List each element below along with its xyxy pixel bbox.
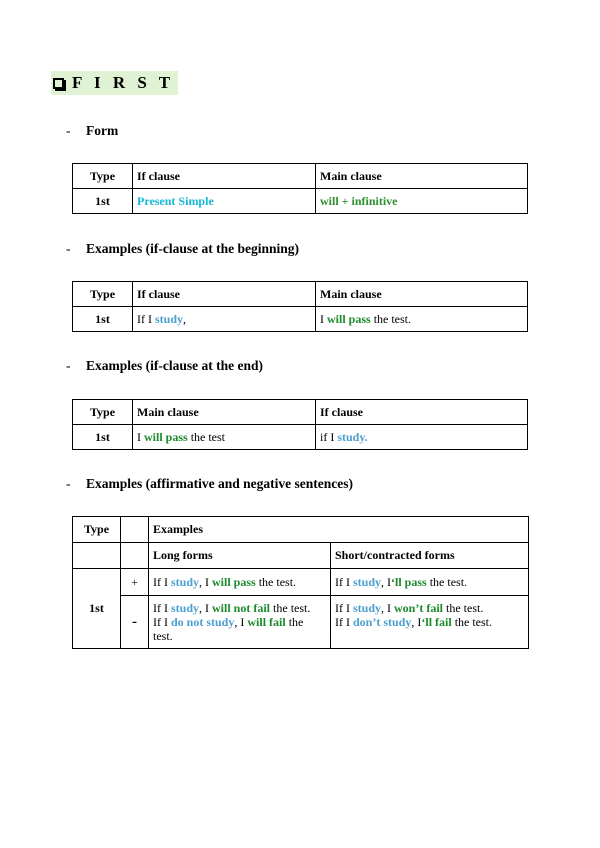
heading-text: F I R S T xyxy=(72,73,175,92)
header-long-forms: Long forms xyxy=(149,543,331,569)
section-label: Examples (if-clause at the beginning) xyxy=(86,241,300,256)
empty-cell xyxy=(73,543,121,569)
section-label: Examples (if-clause at the end) xyxy=(86,358,263,373)
table-subheader-row xyxy=(73,543,529,569)
bullet-dash: - xyxy=(66,476,71,491)
cell-type: 1st xyxy=(73,569,121,649)
table-header-row xyxy=(73,282,528,307)
cell-short-negative: If I study, I won’t fail the test. If I don’t study, I‘ll fail the test. xyxy=(331,596,529,649)
table-row xyxy=(73,307,528,332)
empty-cell xyxy=(121,543,149,569)
header-main-clause: Main clause xyxy=(316,164,528,189)
cell-main-clause: will + infinitive xyxy=(316,189,528,214)
section-label: Form xyxy=(86,123,119,138)
header-main-clause: Main clause xyxy=(316,282,528,307)
minus-sign: - xyxy=(121,596,149,649)
header-main-clause: Main clause xyxy=(133,400,316,425)
bullet-dash: - xyxy=(66,123,71,138)
table-row-negative xyxy=(73,596,529,649)
table-header-row xyxy=(73,400,528,425)
cell-main-clause: I will pass the test xyxy=(133,425,316,450)
header-if-clause: If clause xyxy=(316,400,528,425)
cell-short-affirmative: If I study, I‘ll pass the test. xyxy=(331,569,529,596)
plus-sign: + xyxy=(121,569,149,596)
header-if-clause: If clause xyxy=(133,282,316,307)
table-header-row xyxy=(73,164,528,189)
cell-if-clause: If I study, xyxy=(133,307,316,332)
header-type: Type xyxy=(73,164,133,189)
cell-type: 1st xyxy=(73,189,133,214)
header-sign xyxy=(121,517,149,543)
section-label: Examples (affirmative and negative sentences) xyxy=(86,476,353,491)
form-table xyxy=(72,163,528,214)
examples-end-table xyxy=(72,399,528,450)
header-type: Type xyxy=(73,282,133,307)
section-examples-aff-neg xyxy=(66,476,353,492)
header-type: Type xyxy=(73,517,121,543)
cell-if-clause: if I study. xyxy=(316,425,528,450)
section-heading xyxy=(51,71,178,95)
cell-type: 1st xyxy=(73,425,133,450)
table-row xyxy=(73,425,528,450)
cell-main-clause: I will pass the test. xyxy=(316,307,528,332)
section-examples-end xyxy=(66,358,263,374)
checkbox-bullet-icon xyxy=(53,78,64,89)
examples-aff-neg-table xyxy=(72,516,529,649)
cell-long-negative: If I study, I will not fail the test. If I do not study, I will fail the test. xyxy=(149,596,331,649)
header-if-clause: If clause xyxy=(133,164,316,189)
table-row xyxy=(73,189,528,214)
bullet-dash: - xyxy=(66,358,71,373)
cell-if-clause: Present Simple xyxy=(133,189,316,214)
bullet-dash: - xyxy=(66,241,71,256)
table-row-affirmative xyxy=(73,569,529,596)
cell-type: 1st xyxy=(73,307,133,332)
table-header-row xyxy=(73,517,529,543)
header-examples: Examples xyxy=(149,517,529,543)
section-form xyxy=(66,123,118,139)
cell-long-affirmative: If I study, I will pass the test. xyxy=(149,569,331,596)
header-short-forms: Short/contracted forms xyxy=(331,543,529,569)
examples-beginning-table xyxy=(72,281,528,332)
header-type: Type xyxy=(73,400,133,425)
section-examples-beginning xyxy=(66,241,299,257)
